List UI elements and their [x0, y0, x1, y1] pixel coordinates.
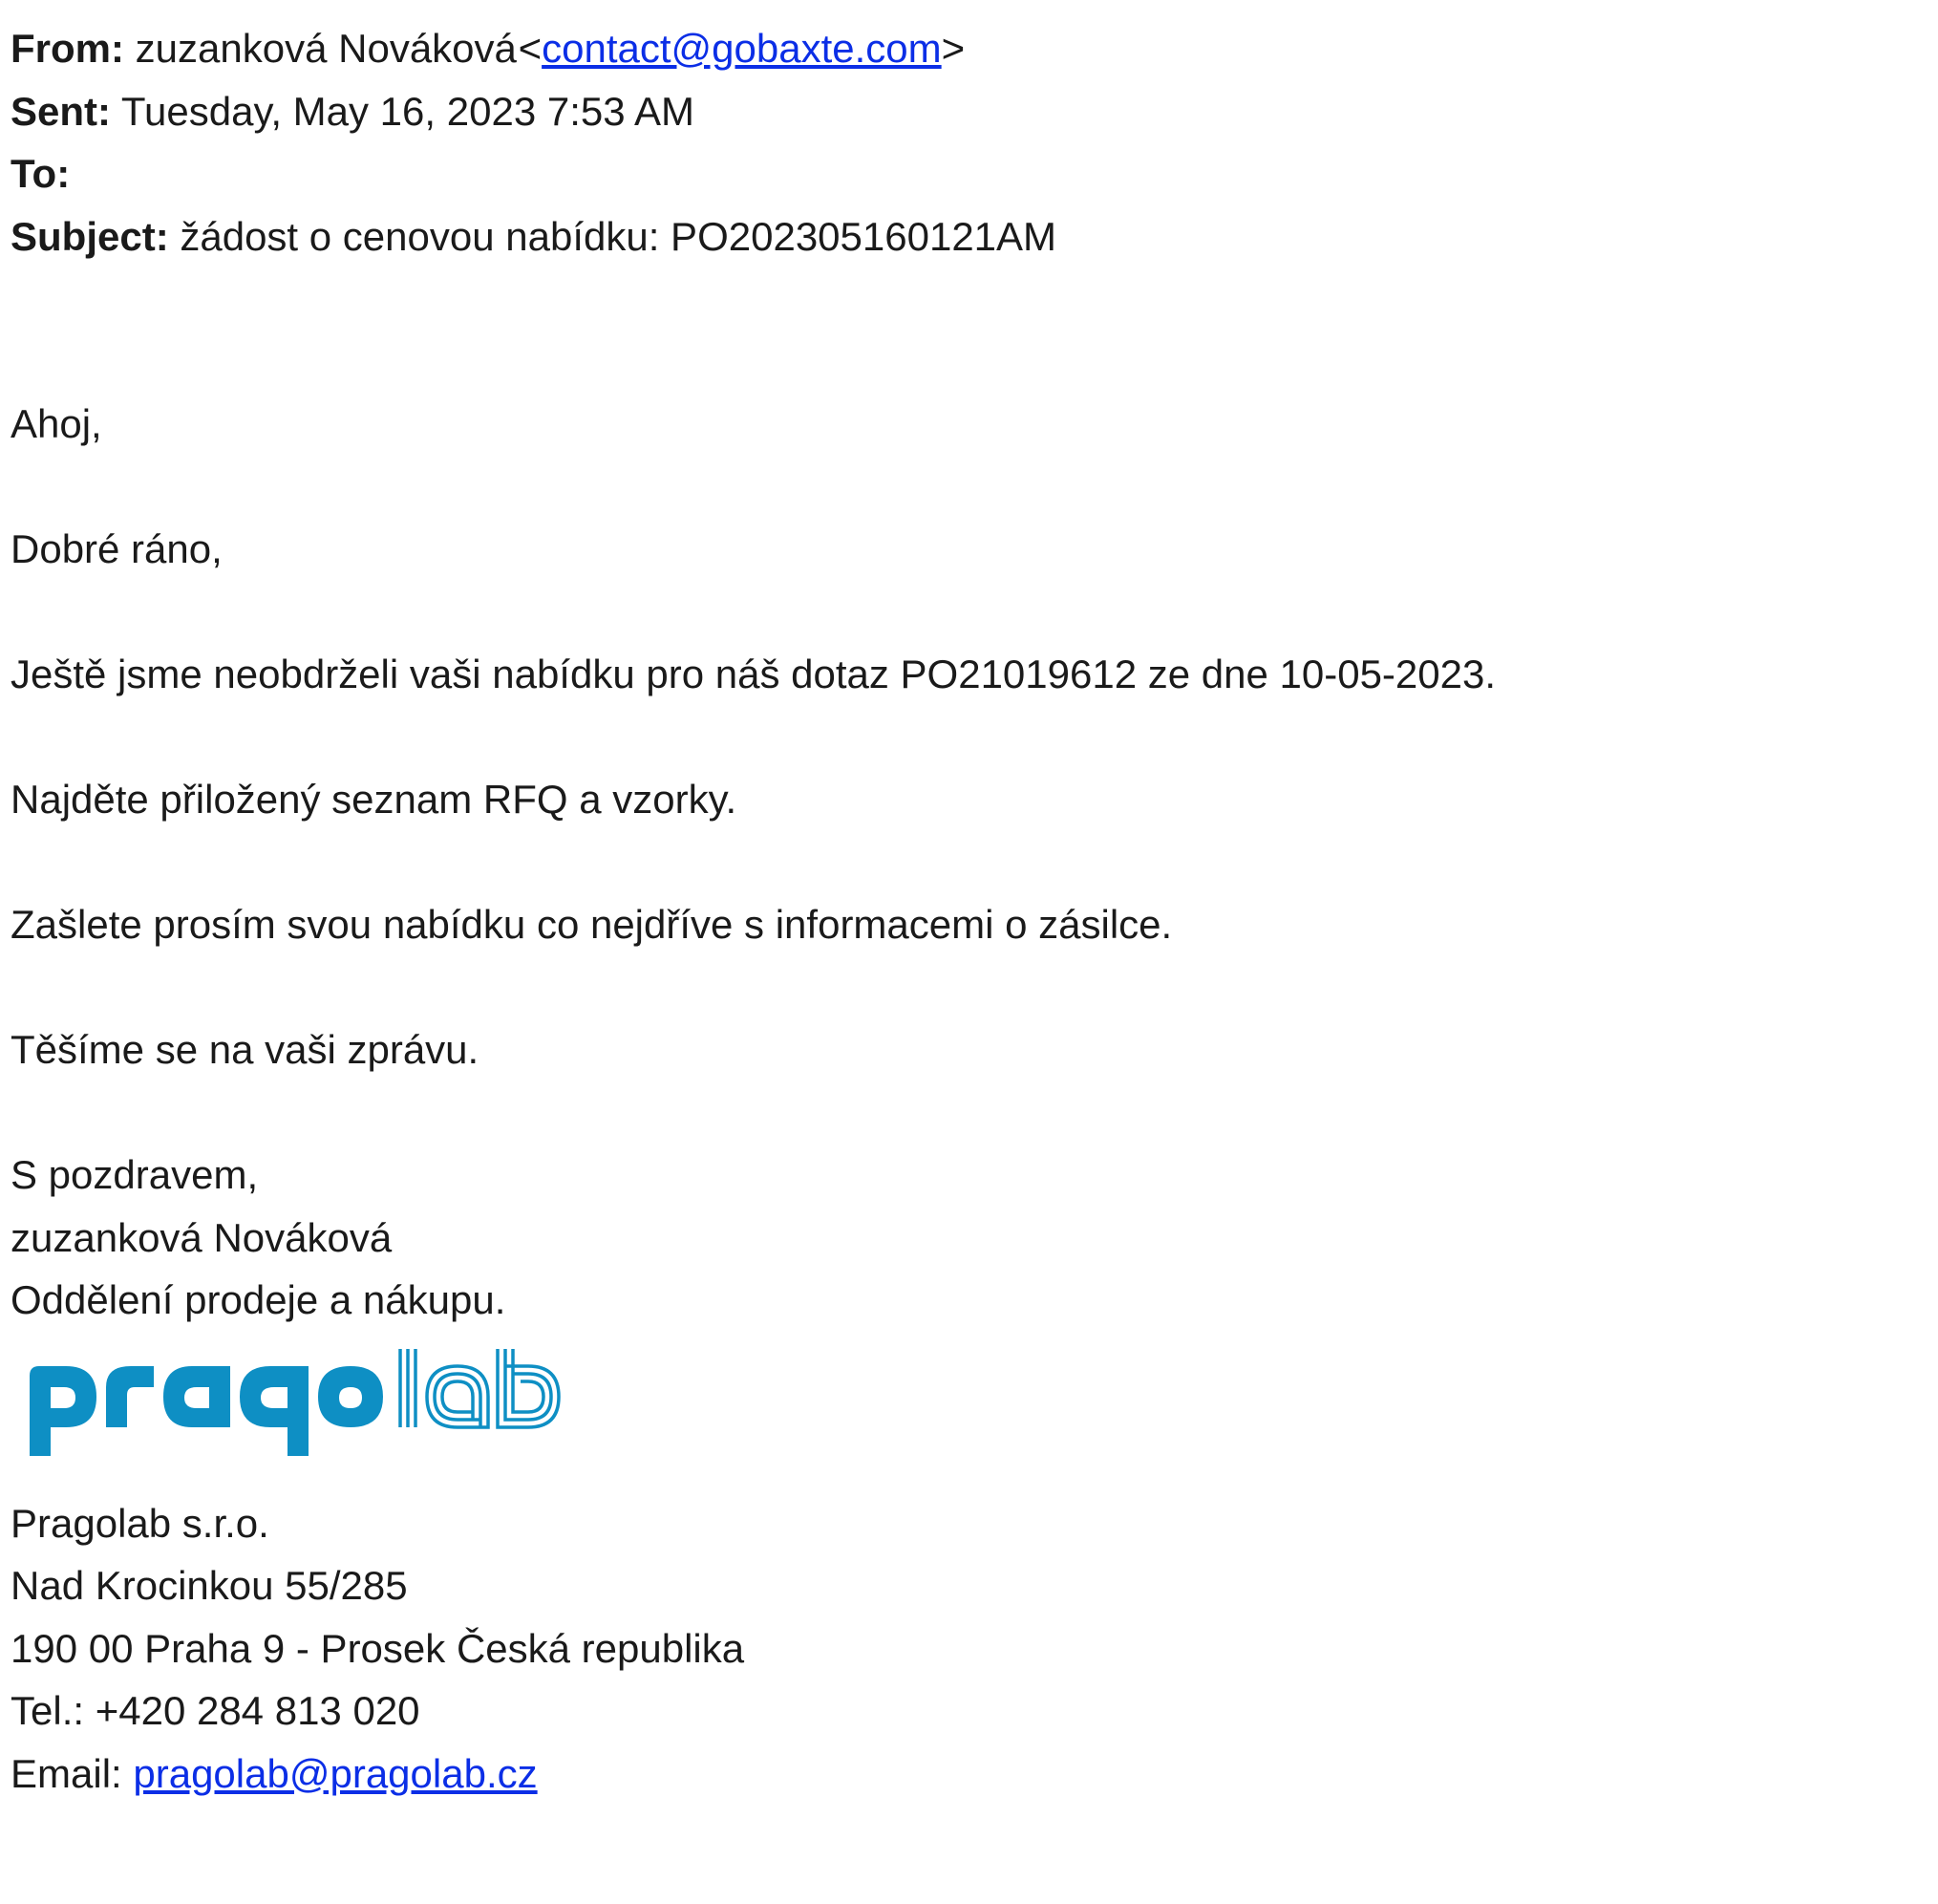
- signature-department: Oddělení prodeje a nákupu.: [11, 1277, 506, 1322]
- from-row: [11, 17, 1938, 80]
- paragraph-4: Těšíme se na vaši zprávu.: [11, 1027, 479, 1072]
- spacer: [11, 267, 1938, 393]
- company-street: Nad Krocinkou 55/285: [11, 1563, 408, 1608]
- from-open-bracket: <: [518, 26, 543, 71]
- company-logo: [20, 1349, 1938, 1492]
- spacer: [11, 1081, 1938, 1145]
- spacer: [11, 581, 1938, 644]
- sent-label: Sent:: [11, 88, 111, 134]
- signature-name: zuzanková Nováková: [11, 1214, 393, 1260]
- paragraph-3: Zašlete prosím svou nabídku co nejdříve s informacemi o zásilce.: [11, 902, 1173, 947]
- sent-value: Tuesday, May 16, 2023 7:53 AM: [120, 88, 694, 134]
- company-email-link[interactable]: pragolab@pragolab.cz: [133, 1750, 538, 1796]
- from-email-link[interactable]: contact@gobaxte.com: [542, 26, 942, 71]
- subject-label: Subject:: [11, 213, 169, 259]
- spacer: [11, 831, 1938, 894]
- spacer: [11, 706, 1938, 769]
- spacer: [11, 456, 1938, 519]
- pragolab-logo-icon: [20, 1349, 631, 1483]
- paragraph-1: Ještě jsme neobdrželi vaši nabídku pro náš dotaz PO21019612 ze dne 10-05-2023.: [11, 652, 1497, 696]
- sent-row: [11, 80, 1938, 143]
- company-email-row: [11, 1743, 1938, 1806]
- spacer: [11, 956, 1938, 1019]
- company-city: 190 00 Praha 9 - Prosek Česká republika: [11, 1625, 745, 1671]
- company-tel: Tel.: +420 284 813 020: [11, 1688, 420, 1733]
- paragraph-2: Najděte přiložený seznam RFQ a vzorky.: [11, 777, 737, 822]
- to-row: [11, 142, 1938, 205]
- company-name: Pragolab s.r.o.: [11, 1500, 269, 1546]
- greeting: Ahoj,: [11, 401, 102, 446]
- from-label: From:: [11, 26, 124, 71]
- subject-row: [11, 205, 1938, 268]
- closing: S pozdravem,: [11, 1152, 259, 1197]
- morning-greeting: Dobré ráno,: [11, 526, 223, 571]
- from-close-bracket: >: [941, 26, 966, 71]
- to-label: To:: [11, 151, 71, 196]
- subject-value: žádost o cenovou nabídku: PO202305160121AM: [180, 213, 1057, 259]
- company-email-label: Email:: [11, 1750, 122, 1796]
- from-name: zuzanková Nováková: [135, 26, 517, 71]
